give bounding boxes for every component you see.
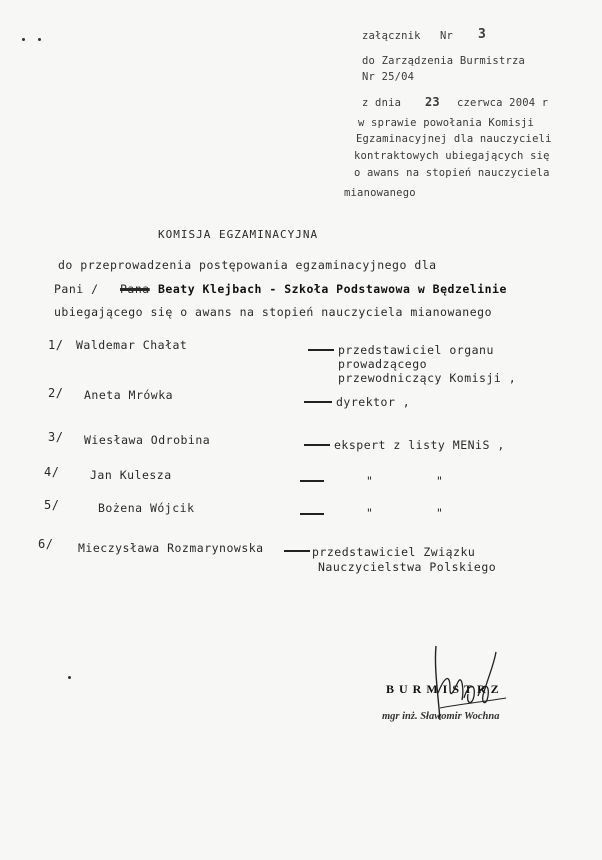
scan-speck	[22, 38, 25, 41]
member-name: Mieczysława Rozmarynowska	[78, 541, 264, 555]
member-role: "	[366, 506, 374, 520]
date-day: 23	[425, 95, 440, 109]
member-number: 4/	[44, 465, 60, 479]
date-rest: czerwca 2004 r	[457, 97, 549, 109]
annex-label: załącznik	[362, 30, 421, 42]
date-prefix: z dnia	[362, 97, 402, 109]
header-line-3: Nr 25/04	[362, 71, 415, 83]
member-role: Nauczycielstwa Polskiego	[318, 560, 497, 574]
member-role: dyrektor ,	[336, 395, 411, 409]
member-name: Bożena Wójcik	[98, 501, 195, 515]
header-line-8: o awans na stopień nauczyciela	[354, 167, 550, 179]
dash	[300, 480, 324, 482]
member-name: Aneta Mrówka	[84, 388, 174, 402]
header-line-2: do Zarządzenia Burmistrza	[362, 55, 526, 67]
member-role: ekspert z listy MENiS ,	[334, 438, 505, 452]
intro-struck-word: Pana	[120, 282, 150, 296]
member-number: 3/	[48, 430, 64, 444]
scan-speck	[38, 38, 41, 41]
header-line-7: kontraktowych ubiegających się	[354, 150, 550, 162]
member-number: 5/	[44, 498, 60, 512]
header-line-6: Egzaminacyjnej dla nauczycieli	[356, 133, 552, 145]
dash	[304, 401, 332, 403]
member-name: Wiesława Odrobina	[84, 433, 211, 447]
scan-speck	[68, 676, 71, 679]
dash	[308, 349, 334, 351]
header-line-5: w sprawie powołania Komisji	[358, 117, 535, 129]
header-line-9: mianowanego	[344, 187, 416, 199]
member-role: przedstawiciel Związku	[312, 545, 476, 559]
mayor-name: mgr inż. Sławomir Wochna	[382, 711, 500, 722]
mayor-title: BURMISTRZ	[386, 682, 504, 696]
member-role: "	[436, 506, 444, 520]
dash	[284, 550, 310, 552]
member-number: 6/	[38, 537, 54, 551]
intro-pani: Pani /	[54, 282, 99, 296]
member-role: prowadzącego	[338, 357, 428, 371]
dash	[304, 444, 330, 446]
candidate-line: Beaty Klejbach - Szkoła Podstawowa w Będzelinie	[158, 282, 507, 296]
member-role: przedstawiciel organu	[338, 343, 494, 357]
member-number: 2/	[48, 386, 64, 400]
intro-line-3: ubiegającego się o awans na stopień nauczyciela mianowanego	[54, 305, 492, 319]
member-role: przewodniczący Komisji ,	[338, 371, 517, 385]
intro-line-1: do przeprowadzenia postępowania egzaminacyjnego dla	[58, 258, 437, 272]
handwritten-signature	[420, 638, 520, 728]
member-name: Waldemar Chałat	[76, 338, 188, 352]
member-number: 1/	[48, 338, 64, 352]
dash	[300, 513, 324, 515]
document-title: KOMISJA EGZAMINACYJNA	[158, 228, 319, 241]
annex-number: 3	[478, 27, 487, 42]
member-role: "	[366, 474, 374, 488]
member-name: Jan Kulesza	[90, 468, 172, 482]
annex-no-label: Nr	[440, 30, 454, 42]
member-role: "	[436, 474, 444, 488]
